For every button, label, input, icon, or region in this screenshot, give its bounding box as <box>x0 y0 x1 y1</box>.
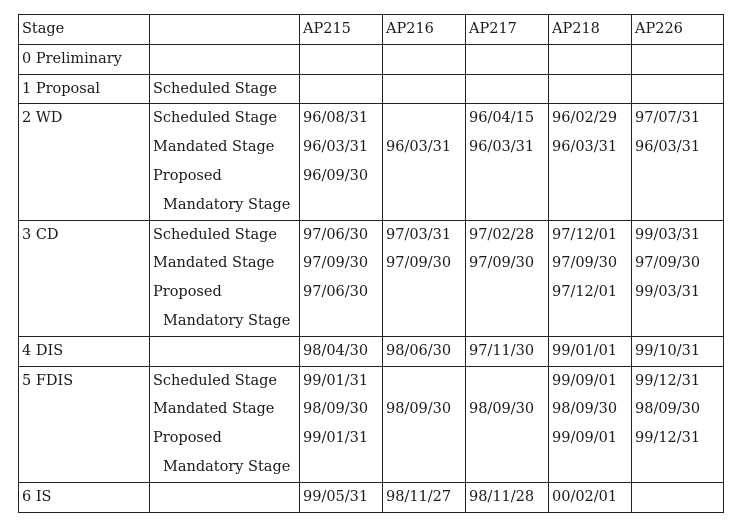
milestone-labels-cell <box>150 44 300 74</box>
date-value: 97/09/30 <box>635 255 701 272</box>
date-cell <box>549 74 632 104</box>
date-cell <box>383 44 466 74</box>
milestone-labels-cell <box>150 482 300 512</box>
date-cell <box>300 366 383 482</box>
date-cell <box>383 482 466 512</box>
milestone-labels-cell <box>150 336 300 366</box>
date-cell <box>300 74 383 104</box>
stage-cell <box>19 104 150 220</box>
date-value: 98/04/30 <box>303 342 369 359</box>
stage-cell <box>19 366 150 482</box>
date-cell <box>632 482 724 512</box>
header-ap-cell: AP215 <box>300 15 383 45</box>
date-value: 96/03/31 <box>303 139 369 156</box>
date-value: 99/12/31 <box>635 372 701 389</box>
date-cell <box>549 366 632 482</box>
milestone-label: Scheduled Stage <box>153 226 277 243</box>
date-value: 96/03/31 <box>552 139 618 156</box>
stage-label: 4 DIS <box>22 342 64 359</box>
date-value: 97/09/30 <box>552 255 618 272</box>
date-cell <box>383 74 466 104</box>
date-value: 98/06/30 <box>386 342 452 359</box>
milestone-label: Mandated Stage <box>153 255 275 272</box>
stage-cell <box>19 482 150 512</box>
date-cell <box>466 482 549 512</box>
date-value: 98/09/30 <box>552 401 618 418</box>
date-cell <box>632 104 724 220</box>
date-cell <box>300 104 383 220</box>
stage-label: 0 Preliminary <box>22 50 122 67</box>
date-cell <box>300 482 383 512</box>
stage-row <box>19 74 724 104</box>
header-stage-cell: Stage <box>19 15 150 45</box>
date-value: 97/12/01 <box>552 226 618 243</box>
date-value: 99/01/31 <box>303 372 369 389</box>
date-value: 97/03/31 <box>386 226 452 243</box>
header-blank-cell <box>150 15 300 45</box>
header-ap-cell: AP218 <box>549 15 632 45</box>
stage-cell <box>19 74 150 104</box>
date-cell <box>632 366 724 482</box>
date-value: 96/03/31 <box>635 139 701 156</box>
date-value: 97/06/30 <box>303 226 369 243</box>
date-cell <box>466 44 549 74</box>
milestone-labels-cell <box>150 366 300 482</box>
date-value: 97/06/30 <box>303 284 369 301</box>
date-cell <box>383 366 466 482</box>
date-cell <box>466 336 549 366</box>
milestone-labels-cell <box>150 104 300 220</box>
date-value: 99/03/31 <box>635 284 701 301</box>
milestone-labels-cell <box>150 220 300 336</box>
milestone-label: Mandatory Stage <box>163 312 291 329</box>
milestone-label: Scheduled Stage <box>153 372 277 389</box>
date-value: 98/09/30 <box>303 401 369 418</box>
date-cell <box>383 104 466 220</box>
date-value: 99/12/31 <box>635 430 701 447</box>
date-value: 97/12/01 <box>552 284 618 301</box>
date-value: 96/09/30 <box>303 167 369 184</box>
date-cell <box>466 366 549 482</box>
date-cell <box>466 74 549 104</box>
date-cell <box>466 104 549 220</box>
date-value: 96/03/31 <box>386 139 452 156</box>
date-value: 98/11/27 <box>386 488 452 505</box>
date-value: 98/09/30 <box>469 401 535 418</box>
date-cell <box>632 220 724 336</box>
date-cell <box>383 336 466 366</box>
date-value: 97/09/30 <box>386 255 452 272</box>
date-cell <box>549 104 632 220</box>
date-value: 99/01/31 <box>303 430 369 447</box>
date-value: 99/05/31 <box>303 488 369 505</box>
date-value: 99/03/31 <box>635 226 701 243</box>
stage-row <box>19 482 724 512</box>
date-value <box>469 367 548 396</box>
date-value: 98/09/30 <box>635 401 701 418</box>
date-cell <box>632 44 724 74</box>
header-ap-cell: AP217 <box>466 15 549 45</box>
date-cell <box>549 44 632 74</box>
date-value <box>386 367 465 396</box>
date-value: 96/08/31 <box>303 110 369 127</box>
milestone-label: Proposed <box>153 284 222 301</box>
stage-row <box>19 366 724 482</box>
date-cell <box>466 220 549 336</box>
milestone-label: Mandated Stage <box>153 139 275 156</box>
date-value <box>386 104 465 133</box>
date-cell <box>632 336 724 366</box>
header-ap-cell: AP226 <box>632 15 724 45</box>
date-value: 97/07/31 <box>635 110 701 127</box>
date-value: 97/09/30 <box>303 255 369 272</box>
stage-cell <box>19 336 150 366</box>
stage-row <box>19 104 724 220</box>
milestone-label: Proposed <box>153 430 222 447</box>
date-value: 99/09/01 <box>552 372 618 389</box>
date-value: 97/09/30 <box>469 255 535 272</box>
stage-label: 6 IS <box>22 488 52 505</box>
stage-row <box>19 336 724 366</box>
stage-cell <box>19 44 150 74</box>
stage-row <box>19 220 724 336</box>
date-value: 99/10/31 <box>635 342 701 359</box>
stage-row <box>19 44 724 74</box>
milestone-label: Mandatory Stage <box>163 458 291 475</box>
date-cell <box>300 44 383 74</box>
date-value: 00/02/01 <box>552 488 618 505</box>
date-value: 96/03/31 <box>469 139 535 156</box>
date-value: 99/01/01 <box>552 342 618 359</box>
date-cell <box>300 220 383 336</box>
date-value: 98/09/30 <box>386 401 452 418</box>
stage-label: 1 Proposal <box>22 80 100 97</box>
date-value: 97/11/30 <box>469 342 535 359</box>
date-cell <box>549 336 632 366</box>
milestone-label: Mandatory Stage <box>163 196 291 213</box>
header-ap-cell: AP216 <box>383 15 466 45</box>
stage-schedule-table <box>18 14 724 513</box>
date-value: 99/09/01 <box>552 430 618 447</box>
stage-label: 2 WD <box>22 110 63 127</box>
date-cell <box>549 220 632 336</box>
milestone-label: Scheduled Stage <box>153 80 277 97</box>
stage-cell <box>19 220 150 336</box>
milestone-label: Mandated Stage <box>153 401 275 418</box>
date-value: 98/11/28 <box>469 488 535 505</box>
date-cell <box>549 482 632 512</box>
stage-label: 3 CD <box>22 226 59 243</box>
date-cell <box>632 74 724 104</box>
milestone-label: Proposed <box>153 167 222 184</box>
header-row <box>19 15 724 45</box>
document-page <box>18 14 723 514</box>
milestone-label: Scheduled Stage <box>153 110 277 127</box>
date-cell <box>383 220 466 336</box>
date-value: 96/02/29 <box>552 110 618 127</box>
milestone-labels-cell <box>150 74 300 104</box>
date-value: 97/02/28 <box>469 226 535 243</box>
date-value: 96/04/15 <box>469 110 535 127</box>
stage-label: 5 FDIS <box>22 372 74 389</box>
date-cell <box>300 336 383 366</box>
